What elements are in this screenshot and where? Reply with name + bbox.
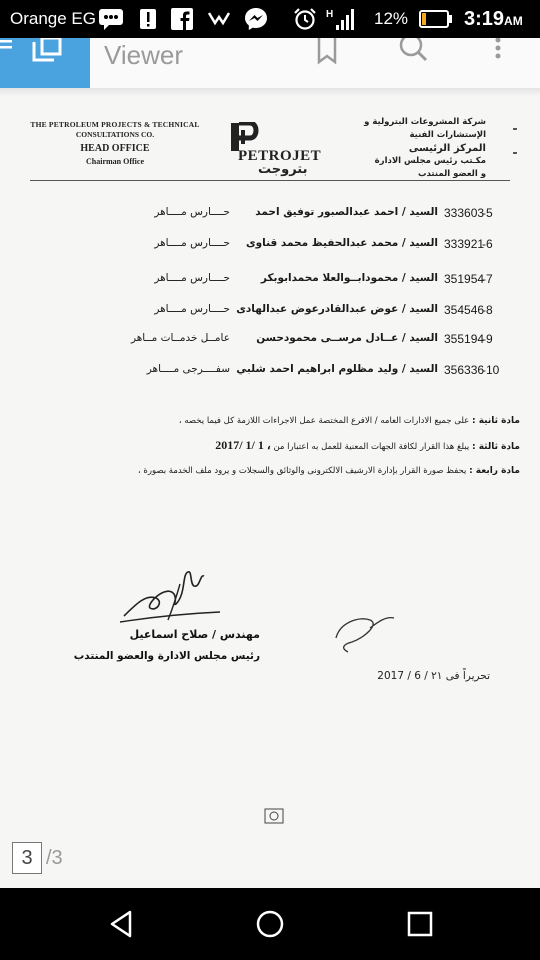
header-divider	[30, 180, 510, 181]
messenger-icon	[243, 7, 269, 31]
back-button[interactable]	[106, 908, 138, 940]
employee-name: السيد / وليد مظلوم ابراهيم احمد شلبي	[236, 363, 438, 375]
article-four-text: يحفظ صورة القرار بإدارة الارشيف الالكترونى والوثائق والسجلات و يرود ملف الخدمة بصورة ،	[137, 466, 467, 476]
chairman-office-ar: مكـتب رئيس مجلس الادارة	[374, 156, 486, 166]
margin-mark	[513, 128, 517, 130]
effective-date: 2017/ 1/ 1 ،	[215, 438, 271, 452]
alert-icon	[137, 7, 159, 31]
employee-name: السيد / محمودابــوالعلا محمدابوبكر	[260, 272, 438, 284]
employee-code: 356336	[444, 363, 485, 377]
department-name: Chairman Office	[86, 157, 144, 166]
battery-icon	[418, 7, 454, 31]
employee-code: 355194	[444, 332, 485, 346]
issue-date: تحريراً فى ٢١ / 6 / 2017	[377, 670, 490, 682]
article-three-label: مادة ثالثة :	[471, 442, 520, 452]
second-signature	[330, 608, 400, 658]
download-check-icon	[206, 7, 232, 31]
table-row	[20, 237, 510, 259]
row-number: -5	[482, 206, 493, 220]
job-title: سفــــرجى مــــاهر	[146, 363, 230, 375]
article-four	[40, 466, 520, 476]
job-title: حــــارس مــــاهر	[154, 272, 230, 284]
clock: 3:19AM	[464, 8, 523, 30]
article-four-label: مادة رابعة :	[469, 466, 520, 476]
messages-icon	[96, 7, 126, 31]
chairman-signature	[116, 564, 226, 634]
toolbar-title: Viewer	[104, 40, 184, 70]
row-number: -10	[482, 363, 500, 377]
head-office-ar: المركز الرئيسى	[408, 143, 486, 154]
table-row	[20, 303, 510, 325]
article-two-label: مادة ثانية :	[471, 416, 520, 426]
table-row	[20, 332, 510, 354]
overflow-menu-icon[interactable]	[490, 38, 506, 68]
row-number: -8	[482, 303, 493, 317]
bookmark-button[interactable]	[312, 38, 342, 68]
svg-text:H: H	[326, 9, 334, 20]
job-title: عامــل خدمــات مــاهر	[130, 332, 230, 344]
search-button[interactable]	[396, 38, 430, 68]
managing-director-ar: و العضو المنتدب	[417, 169, 486, 179]
company-name-line2: CONSULTATIONS CO.	[75, 130, 155, 139]
current-page[interactable]: 3	[12, 842, 42, 874]
logo-text-ar: بتروجت	[258, 162, 308, 177]
employee-code: 333603	[444, 206, 485, 220]
seal-stamp-icon	[264, 808, 284, 824]
article-two	[40, 416, 520, 426]
employee-code: 351954	[444, 272, 485, 286]
row-number: -7	[482, 272, 493, 286]
employee-name: السيد / احمد عبدالصبور توفيق احمد	[255, 206, 438, 218]
alarm-icon	[292, 7, 318, 31]
document-page	[0, 88, 540, 888]
article-two-text: على جميع الادارات العامه / الافرع المختصة عمل الاجراءات اللازمة كل فيما يخصه ،	[178, 416, 470, 426]
app-toolbar	[0, 38, 540, 89]
header-arabic	[344, 116, 486, 181]
battery-percent: 12%	[374, 9, 409, 28]
job-title: حــــارس مــــاهر	[154, 303, 230, 315]
recents-button[interactable]	[404, 908, 436, 940]
article-three-text: يبلغ هذا القرار لكافة الجهات المعنية للعمل به اعتبارا من	[273, 442, 470, 452]
navigation-bar	[0, 888, 540, 960]
margin-mark	[513, 152, 517, 154]
job-title: حــــارس مــــاهر	[154, 206, 230, 218]
home-button[interactable]	[254, 908, 286, 940]
employee-code: 333921	[444, 237, 485, 251]
pages-icon	[26, 38, 66, 68]
signal-icon	[326, 7, 356, 31]
signer-title: رئيس مجلس الادارة والعضو المنتدب	[73, 650, 260, 662]
company-name-line1: THE PETROLEUM PROJECTS & TECHNICAL	[30, 120, 200, 129]
office-name: HEAD OFFICE	[80, 143, 150, 154]
signer-name: مهندس / صلاح اسماعيل	[129, 628, 260, 641]
row-number: -9	[482, 332, 493, 346]
employee-name: السيد / عوض عبدالقادرعوض عبدالهادى	[236, 303, 438, 315]
carrier-name: Orange EG	[10, 9, 96, 28]
header-english	[20, 120, 210, 166]
status-bar	[0, 0, 540, 38]
job-title: حــــارس مــــاهر	[154, 237, 230, 249]
total-pages: /3	[46, 846, 63, 869]
logo-text-en: PETROJET	[238, 148, 322, 164]
table-row	[20, 206, 510, 228]
employee-name: السيد / محمد عبدالحفيظ محمد قناوى	[245, 237, 438, 249]
menu-button[interactable]	[0, 38, 90, 88]
menu-icon	[0, 38, 14, 68]
petrojet-logo	[228, 122, 322, 177]
article-three	[40, 438, 520, 453]
employee-code: 354546	[444, 303, 485, 317]
table-row	[20, 272, 510, 294]
page-indicator[interactable]	[12, 842, 63, 874]
table-row	[20, 363, 510, 385]
facebook-icon	[170, 7, 194, 31]
row-number: -6	[482, 237, 493, 251]
page-edge-shadow	[0, 88, 540, 96]
company-name-ar: شركة المشروعات البترولية و الإستشارات الفنية	[364, 117, 486, 140]
employee-name: السيد / عــادل مرســى محمودحسن	[256, 332, 438, 344]
